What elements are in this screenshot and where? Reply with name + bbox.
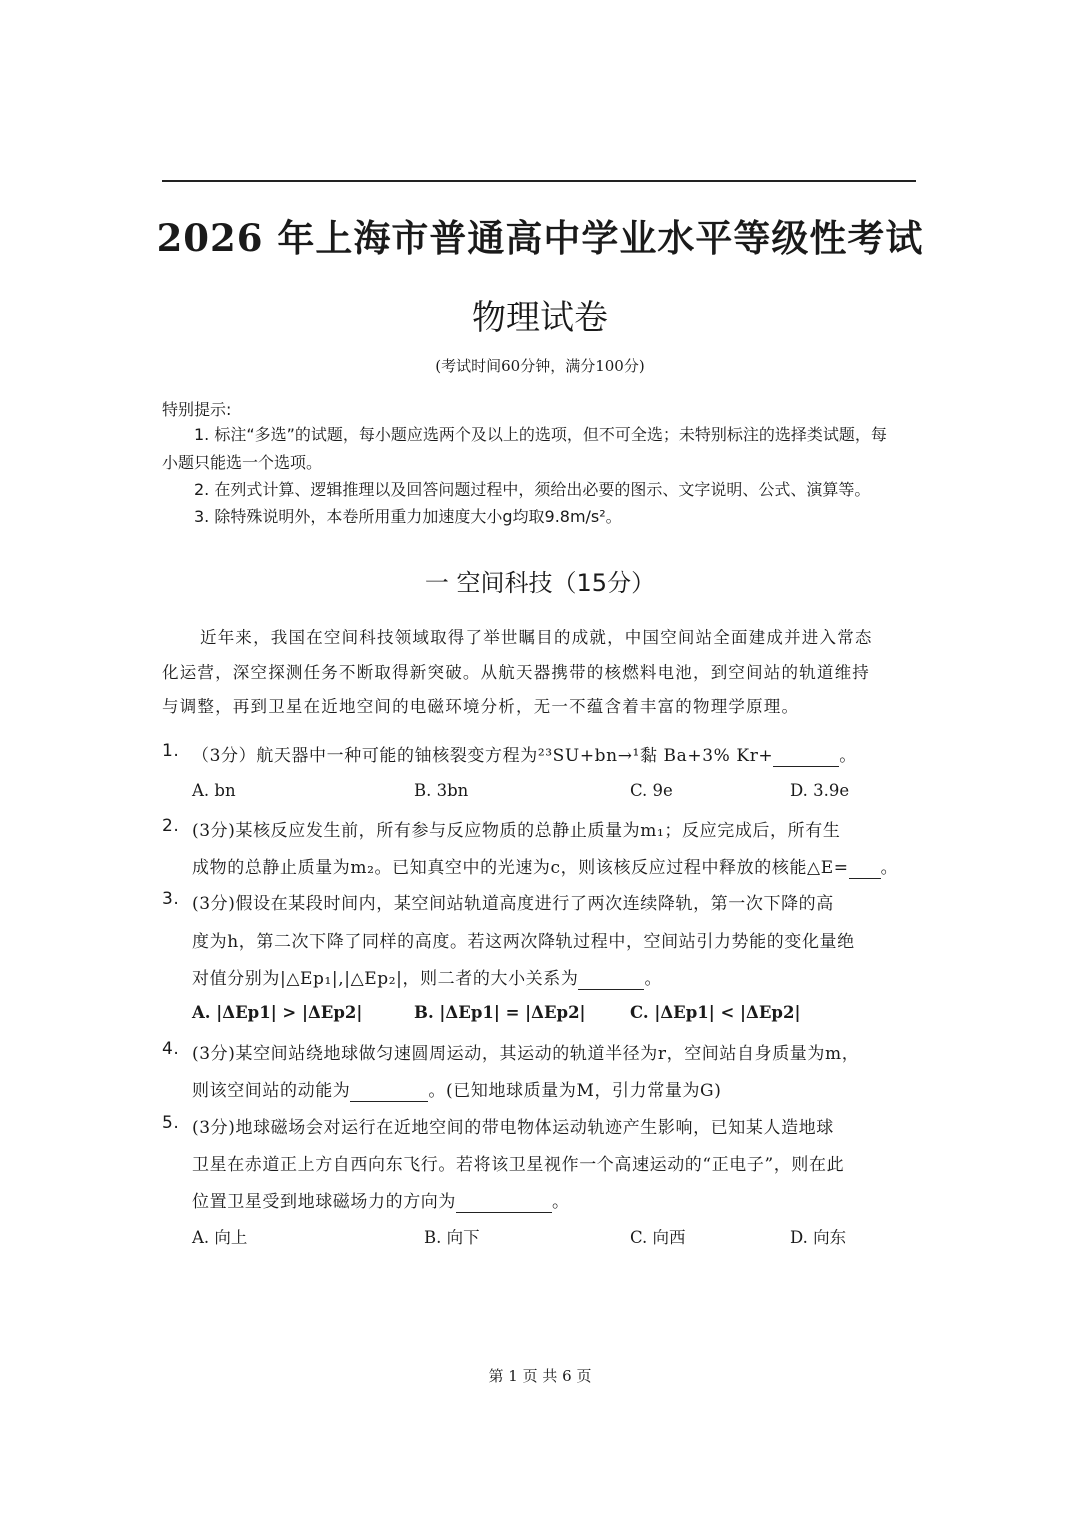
question-1-number: 1. bbox=[162, 741, 180, 761]
question-5-line-3 bbox=[192, 1187, 570, 1213]
intro-line-2: 化运营，深空探测任务不断取得新突破。从航天器携带的核燃料电池，到空间站的轨道维持 bbox=[162, 663, 870, 682]
page-number: 第 1 页 共 6 页 bbox=[488, 1367, 592, 1385]
question-5-line-1: (3分)地球磁场会对运行在近地空间的带电物体运动轨迹产生影响，已知某人造地球 bbox=[192, 1118, 834, 1138]
q5-option-c[interactable]: C. 向西 bbox=[630, 1228, 686, 1247]
question-5-stem: 位置卫星受到地球磁场力的方向为 bbox=[192, 1192, 456, 1212]
question-4-end: 。(已知地球质量为M，引力常量为G) bbox=[428, 1081, 722, 1101]
question-2-line-2 bbox=[192, 853, 898, 879]
answer-blank-2[interactable] bbox=[849, 858, 881, 879]
question-5-line-2: 卫星在赤道正上方自西向东飞行。若将该卫星视作一个高速运动的“正电子”，则在此 bbox=[192, 1155, 845, 1175]
intro-line-1: 近年来，我国在空间科技领域取得了举世瞩目的成就，中国空间站全面建成并进入常态 bbox=[200, 628, 873, 647]
question-1-text bbox=[192, 741, 857, 767]
notice-item-3: 3. 除特殊说明外，本卷所用重力加速度大小g均取9.8m/s²。 bbox=[194, 507, 622, 526]
question-4-line-1: (3分)某空间站绕地球做匀速圆周运动，其运动的轨道半径为r，空间站自身质量为m， bbox=[192, 1044, 860, 1064]
q3-option-c[interactable]: C. |ΔEp1| < |ΔEp2| bbox=[630, 1003, 801, 1022]
notice-item-1: 1. 标注“多选”的试题，每小题应选两个及以上的选项，但不可全选；未特别标注的选择类试题，每 bbox=[194, 425, 887, 444]
question-2-stem: 成物的总静止质量为m₂。已知真空中的光速为c，则该核反应过程中释放的核能△E= bbox=[192, 858, 849, 878]
q1-option-d[interactable]: D. 3.9e bbox=[790, 781, 850, 800]
answer-blank-5[interactable] bbox=[456, 1192, 552, 1213]
intro-line-3: 与调整，再到卫星在近地空间的电磁环境分析，无一不蕴含着丰富的物理学原理。 bbox=[162, 697, 800, 716]
question-4-number: 4. bbox=[162, 1039, 180, 1059]
question-2-line-1: (3分)某核反应发生前，所有参与反应物质的总静止质量为m₁；反应完成后，所有生 bbox=[192, 821, 841, 841]
q5-option-a[interactable]: A. 向上 bbox=[192, 1228, 248, 1247]
answer-blank-1[interactable] bbox=[773, 746, 839, 767]
question-3-number: 3. bbox=[162, 889, 180, 909]
question-2-number: 2. bbox=[162, 816, 180, 836]
q1-option-a[interactable]: A. bn bbox=[192, 781, 236, 800]
question-1-end: 。 bbox=[839, 746, 857, 766]
q1-option-b[interactable]: B. 3bn bbox=[414, 781, 469, 800]
question-3-line-2: 度为h，第二次下降了同样的高度。若这两次降轨过程中，空间站引力势能的变化量绝 bbox=[192, 932, 855, 952]
top-rule bbox=[162, 180, 916, 182]
q1-option-c[interactable]: C. 9e bbox=[630, 781, 673, 800]
exam-time-info: (考试时间60分钟，满分100分) bbox=[435, 357, 645, 375]
question-4-stem: 则该空间站的动能为 bbox=[192, 1081, 351, 1101]
paper-subtitle: 物理试卷 bbox=[472, 298, 608, 338]
question-4-line-2 bbox=[192, 1076, 721, 1102]
question-3-line-1: (3分)假设在某段时间内，某空间站轨道高度进行了两次连续降轨，第一次下降的高 bbox=[192, 894, 834, 914]
answer-blank-4[interactable] bbox=[350, 1081, 428, 1102]
answer-blank-3[interactable] bbox=[578, 969, 644, 990]
question-3-line-3 bbox=[192, 964, 662, 990]
q5-option-b[interactable]: B. 向下 bbox=[424, 1228, 480, 1247]
section-title: 一 空间科技（15分） bbox=[424, 569, 656, 597]
question-5-end: 。 bbox=[552, 1192, 570, 1212]
question-5-number: 5. bbox=[162, 1113, 180, 1133]
q3-option-b[interactable]: B. |ΔEp1| = |ΔEp2| bbox=[414, 1003, 586, 1022]
notice-heading: 特别提示: bbox=[162, 400, 232, 419]
exam-title: 2026 年上海市普通高中学业水平等级性考试 bbox=[156, 216, 924, 260]
q5-option-d[interactable]: D. 向东 bbox=[790, 1228, 847, 1247]
question-1-stem: （3分）航天器中一种可能的铀核裂变方程为²³SU+bn→¹黏 Ba+3% Kr+ bbox=[192, 746, 774, 766]
notice-item-2: 2. 在列式计算、逻辑推理以及回答问题过程中，须给出必要的图示、文字说明、公式、演算等。 bbox=[194, 480, 871, 499]
notice-item-1-cont: 小题只能选一个选项。 bbox=[162, 453, 323, 472]
question-3-end: 。 bbox=[644, 969, 663, 989]
question-3-stem: 对值分别为|△Ep₁|,|△Ep₂|，则二者的大小关系为 bbox=[192, 969, 579, 989]
q3-option-a[interactable]: A. |ΔEp1| > |ΔEp2| bbox=[192, 1003, 363, 1022]
question-2-end: 。 bbox=[880, 858, 899, 878]
